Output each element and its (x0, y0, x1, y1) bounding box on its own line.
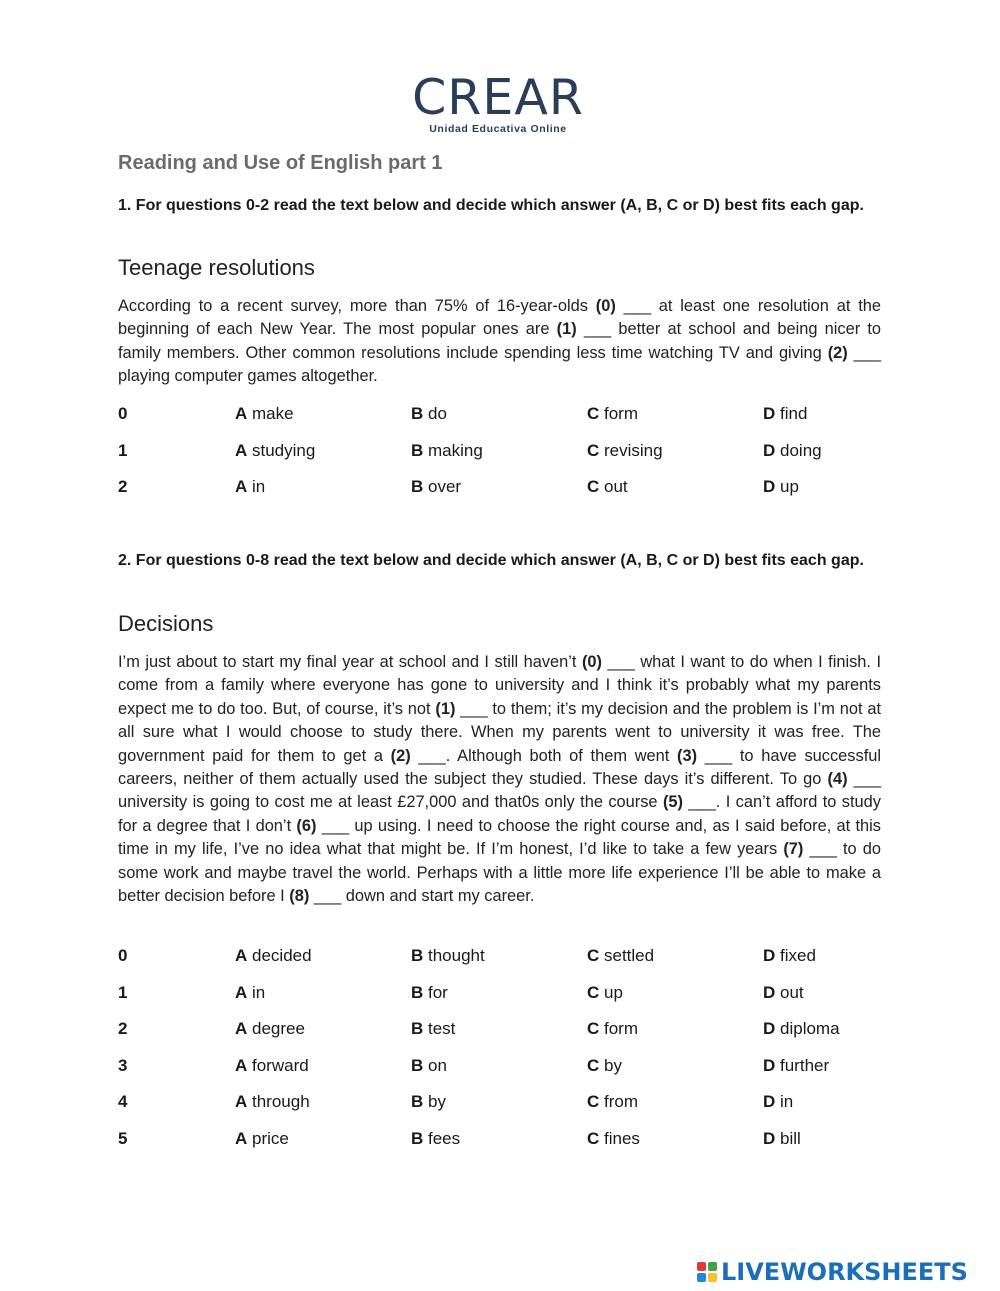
option-letter: C (587, 440, 600, 460)
logo-subtitle: Unidad Educativa Online (429, 123, 567, 135)
option-b: B over (411, 477, 462, 496)
option-letter: D (763, 1128, 776, 1148)
section1-instruction: 1. For questions 0-2 read the text below and decide which answer (A, B, C or D) best fits each gap. (118, 197, 864, 214)
option-letter: D (763, 477, 776, 496)
option-c: C form (587, 1019, 639, 1038)
option-b: B test (411, 1019, 456, 1038)
question-number: 0 (118, 404, 128, 423)
section1-text: According to a recent survey, more than 75% of 16-year-olds (0) ___ at least one resolution at the beginning of each New Year. The most popular ones are (1) ___ better at school and being nicer to family members. Other common resolutions include spending less time watching TV and giving (2) ___ playing computer games altogether. (118, 297, 881, 386)
option-letter: B (411, 477, 424, 496)
option-letter: A (235, 1092, 248, 1111)
logo-wordmark: CREAR (412, 69, 584, 126)
section2-options (118, 946, 918, 1165)
option-d: D find (763, 404, 808, 423)
option-letter: D (763, 404, 776, 423)
page-title: Reading and Use of English part 1 (118, 152, 443, 174)
gap-number: (8) (289, 887, 310, 906)
option-letter: A (235, 1055, 248, 1075)
option-b: B fees (411, 1128, 461, 1148)
option-d: D out (763, 982, 804, 1002)
gap-number: (0) (581, 653, 603, 671)
option-letter: A (235, 1019, 248, 1038)
option-letter: B (411, 440, 424, 460)
gap-number: (6) (296, 816, 317, 835)
option-row (118, 477, 918, 514)
icon-square (697, 1273, 706, 1282)
option-letter: A (235, 477, 248, 496)
gap-number: (2) (827, 343, 848, 362)
crear-logo (412, 69, 584, 135)
option-row (118, 441, 918, 478)
option-row (118, 1019, 918, 1056)
gap-number: (5) (662, 793, 683, 812)
gap-number: (1) (435, 699, 456, 718)
option-letter: D (763, 1092, 776, 1111)
gap-number: (2) (390, 746, 411, 765)
option-letter: B (411, 1092, 424, 1111)
liveworksheets-brand (697, 1257, 968, 1287)
option-a: A price (235, 1128, 289, 1148)
option-b: B thought (411, 946, 485, 965)
option-letter: D (763, 982, 776, 1002)
option-letter: B (411, 982, 424, 1002)
option-d: D doing (763, 440, 822, 460)
option-letter: D (763, 1055, 776, 1075)
liveworksheets-wordmark: LIVEWORKSHEETS (721, 1258, 968, 1286)
option-b: B making (411, 440, 483, 460)
option-row (118, 983, 918, 1020)
gap-number: (7) (783, 840, 804, 859)
option-c: C out (587, 477, 628, 496)
option-letter: D (763, 1019, 776, 1038)
option-c: C by (587, 1055, 622, 1075)
option-a: A forward (235, 1055, 309, 1075)
option-a: A in (235, 477, 266, 496)
option-letter: B (411, 946, 424, 965)
option-row (118, 404, 918, 441)
option-b: B on (411, 1055, 447, 1075)
option-letter: C (587, 404, 600, 423)
option-letter: B (411, 1055, 424, 1075)
gap-number: (4) (827, 770, 848, 789)
question-number: 4 (118, 1092, 128, 1111)
option-letter: A (235, 440, 248, 460)
option-c: C up (587, 982, 623, 1002)
option-d: D in (763, 1092, 794, 1111)
question-number: 5 (118, 1128, 128, 1148)
option-letter: C (587, 1019, 600, 1038)
section2-text: I’m just about to start my final year at school and I still haven’t (0) ___ what I want to do when I finish. I come from a family where everyone has gone to university and I think it’s probably what my parents expect me to do too. But, of course, it’s not (1) ___ to them; it’s my decision and the problem is I’m not at all sure what I would choose to study there. When my parents went to university it was free. The government paid for them to get a (2) ___. Although both of them went (3) ___ to have successful careers, neither of them actually used the subject they studied. These days it’s different. To go (4) ___ university is going to cost me at least £27,000 and that0s only the course (5) ___. I can’t afford to study for a degree that I don’t (6) ___ up using. I need to choose the right course and, as I said before, at this time in my life, I’ve no idea what that might be. If I’m honest, I’d like to take a few years (7) ___ to do some work and maybe travel the world. Perhaps with a little more life experience I’ll be able to make a better decision before I (8) ___ down and start my career. (118, 653, 882, 906)
option-c: C fines (587, 1128, 640, 1148)
option-c: C revising (587, 440, 663, 460)
option-letter: C (587, 1055, 600, 1075)
option-letter: C (587, 946, 600, 965)
icon-square (697, 1262, 706, 1271)
option-letter: D (763, 946, 776, 965)
option-a: A degree (235, 1019, 305, 1038)
option-letter: D (763, 440, 776, 460)
option-letter: C (587, 477, 600, 496)
option-b: B for (411, 982, 448, 1002)
option-letter: C (587, 982, 600, 1002)
option-letter: C (587, 1092, 600, 1111)
option-b: B by (411, 1092, 446, 1111)
option-letter: B (411, 1128, 424, 1148)
section1-heading: Teenage resolutions (118, 255, 315, 280)
option-letter: B (411, 1019, 424, 1038)
option-d: D further (763, 1055, 830, 1075)
gap-number: (1) (556, 320, 577, 339)
option-a: A in (235, 982, 266, 1002)
option-row (118, 1092, 918, 1129)
option-d: D bill (763, 1128, 801, 1148)
option-c: C form (587, 404, 639, 423)
option-a: A make (235, 404, 294, 423)
option-a: A studying (235, 440, 316, 460)
icon-square (708, 1262, 717, 1271)
icon-square (708, 1273, 717, 1282)
option-c: C from (587, 1092, 639, 1111)
question-number: 2 (118, 1019, 128, 1038)
section1-options (118, 404, 918, 514)
option-a: A decided (235, 946, 312, 965)
question-number: 3 (118, 1055, 128, 1075)
option-letter: A (235, 982, 248, 1002)
section2-heading: Decisions (118, 611, 214, 636)
option-letter: A (235, 404, 248, 423)
option-d: D diploma (763, 1019, 840, 1038)
option-b: B do (411, 404, 447, 423)
option-row (118, 946, 918, 983)
option-row (118, 1129, 918, 1166)
gap-number: (0) (595, 297, 616, 315)
question-number: 2 (118, 477, 128, 496)
option-a: A through (235, 1092, 310, 1111)
gap-number: (3) (677, 746, 698, 765)
option-d: D up (763, 477, 799, 496)
question-number: 1 (118, 440, 128, 460)
option-d: D fixed (763, 946, 816, 965)
option-letter: A (235, 946, 248, 965)
liveworksheets-icon (697, 1262, 717, 1282)
option-letter: A (235, 1128, 248, 1148)
question-number: 0 (118, 946, 128, 965)
question-number: 1 (118, 982, 128, 1002)
option-row (118, 1056, 918, 1093)
option-letter: B (411, 404, 424, 423)
section2-instruction: 2. For questions 0-8 read the text below and decide which answer (A, B, C or D) best fits each gap. (118, 552, 864, 569)
option-c: C settled (587, 946, 655, 965)
option-letter: C (587, 1128, 600, 1148)
